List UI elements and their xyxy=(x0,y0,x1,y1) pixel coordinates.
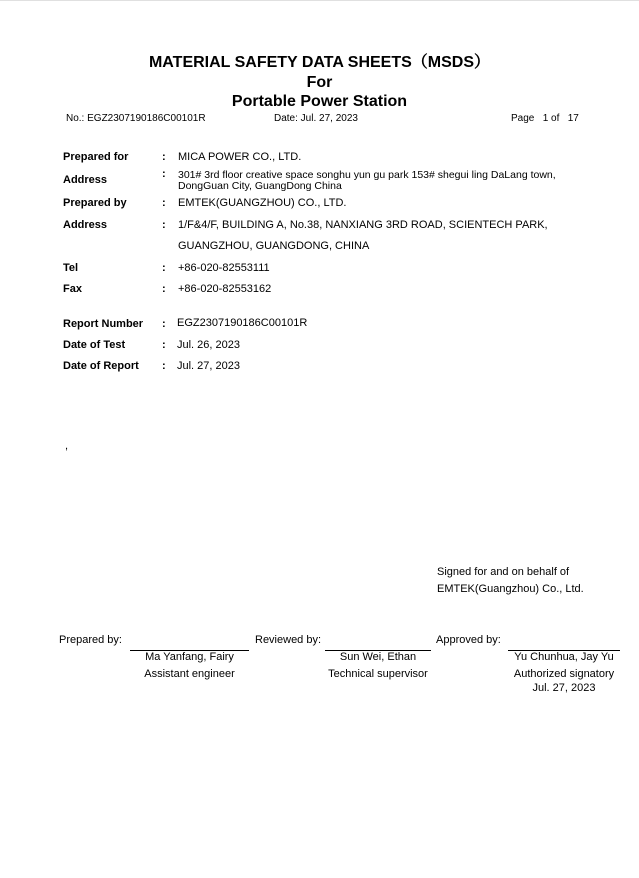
date-of-test-label: Date of Test xyxy=(63,339,126,351)
document-subtitle: Portable Power Station xyxy=(231,93,408,110)
stray-mark: , xyxy=(65,440,69,452)
address-line-1: 1/F&4/F, BUILDING A, No.38, NANXIANG 3RD ROAD, SCIENTECH PARK, xyxy=(178,219,548,231)
address-label: Address xyxy=(63,219,108,231)
fax-label: Fax xyxy=(63,283,82,295)
preparer-title: Assistant engineer xyxy=(144,668,235,680)
prepared-by-label: Prepared by xyxy=(63,197,127,209)
date-of-test-value: Jul. 26, 2023 xyxy=(177,339,240,351)
reviewer-name: Sun Wei, Ethan xyxy=(339,651,417,663)
page-number: 1 of xyxy=(542,113,560,124)
approver-name: Yu Chunhua, Jay Yu xyxy=(514,651,614,663)
page-total: 17 xyxy=(567,113,579,124)
report-number-header: No.: EGZ2307190186C00101R xyxy=(66,113,206,124)
colon: : xyxy=(162,283,166,295)
signing-company: EMTEK(Guangzhou) Co., Ltd. xyxy=(437,583,584,595)
colon: : xyxy=(162,318,166,330)
signed-on-behalf-text: Signed for and on behalf of xyxy=(437,566,570,578)
report-number-label: Report Number xyxy=(63,318,144,330)
approval-date: Jul. 27, 2023 xyxy=(532,682,596,694)
tel-value: +86-020-82553111 xyxy=(178,262,270,274)
page-indicator xyxy=(511,113,579,125)
document-title: MATERIAL SAFETY DATA SHEETS（MSDS） xyxy=(148,54,491,71)
address-label: Address xyxy=(63,174,108,186)
colon: : xyxy=(162,151,166,163)
report-date-header: Date: Jul. 27, 2023 xyxy=(274,113,358,124)
colon: : xyxy=(162,360,166,372)
prepared-by-sign-label: Prepared by: xyxy=(59,634,122,646)
top-border xyxy=(0,0,639,1)
preparer-name: Ma Yanfang, Fairy xyxy=(145,651,234,663)
approved-by-sign-label: Approved by: xyxy=(436,634,501,646)
colon: : xyxy=(162,339,166,351)
tel-label: Tel xyxy=(63,262,79,274)
address-line-2: GUANGZHOU, GUANGDONG, CHINA xyxy=(178,240,370,252)
prepared-for-label: Prepared for xyxy=(63,151,129,163)
document-title-for: For xyxy=(306,74,333,91)
colon: : xyxy=(162,262,166,274)
colon: : xyxy=(162,197,166,209)
prepared-for-value: MICA POWER CO., LTD. xyxy=(178,151,302,163)
address-line-1: 301# 3rd floor creative space songhu yun gu park 153# shegui ling DaLang town, xyxy=(178,169,556,181)
fax-value: +86-020-82553162 xyxy=(178,283,272,295)
date-of-report-label: Date of Report xyxy=(63,360,139,372)
colon: : xyxy=(162,219,166,231)
reviewed-by-sign-label: Reviewed by: xyxy=(255,634,322,646)
date-of-report-value: Jul. 27, 2023 xyxy=(177,360,240,372)
address-line-2: DongGuan City, GuangDong China xyxy=(178,180,342,192)
approver-title: Authorized signatory xyxy=(513,668,615,680)
reviewer-title: Technical supervisor xyxy=(328,668,428,680)
prepared-by-value: EMTEK(GUANGZHOU) CO., LTD. xyxy=(178,197,347,209)
report-number-value: EGZ2307190186C00101R xyxy=(177,317,308,329)
colon: : xyxy=(162,168,166,180)
page-label: Page xyxy=(511,113,535,124)
